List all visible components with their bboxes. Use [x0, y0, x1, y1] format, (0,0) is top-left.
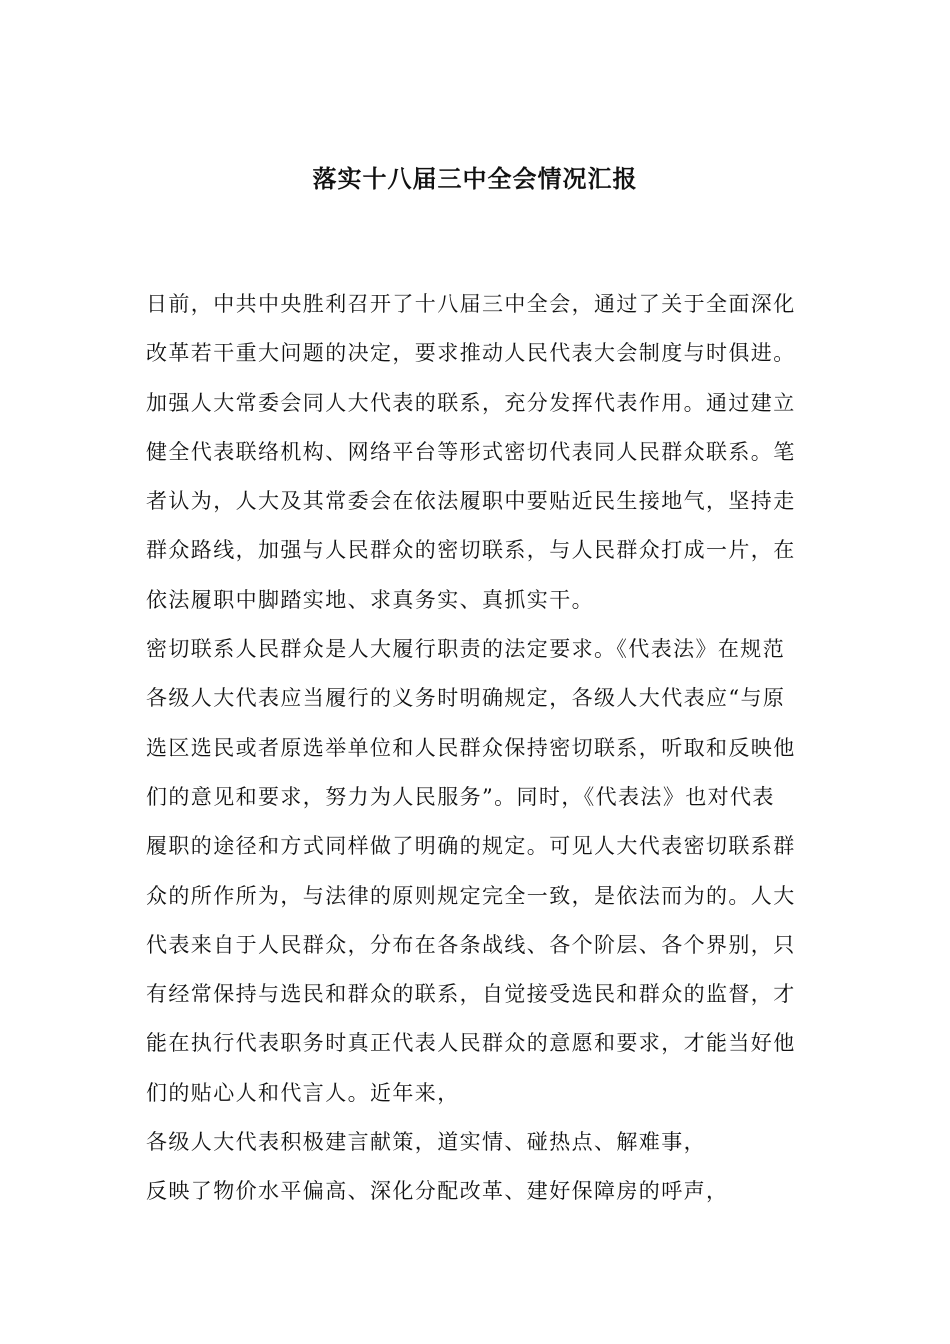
text-line: 各级人大代表积极建言献策，道实情、碰热点、解难事，: [146, 1130, 706, 1155]
text-line: 选区选民或者原选举单位和人民群众保持密切联系，听取和反映他: [146, 735, 796, 760]
text-line: 们的贴心人和代言人。近年来，: [146, 1080, 460, 1105]
text-line: 改革若干重大问题的决定，要求推动人民代表大会制度与时俱进。: [146, 341, 796, 366]
text-line: 群众路线，加强与人民群众的密切联系，与人民群众打成一片，在: [146, 538, 796, 563]
text-line: 日前，中共中央胜利召开了十八届三中全会，通过了关于全面深化: [146, 292, 796, 316]
document-body: [146, 280, 810, 1217]
text-line: 加强人大常委会同人大代表的联系，充分发挥代表作用。通过建立: [146, 390, 796, 415]
text-line: 能在执行代表职务时真正代表人民群众的意愿和要求，才能当好他: [146, 1031, 796, 1056]
text-line: 密切联系人民群众是人大履行职责的法定要求。《代表法》在规范: [146, 637, 786, 662]
text-line: 依法履职中脚踏实地、求真务实、真抓实干。: [146, 587, 594, 612]
document-title: 落实十八届三中全会情况汇报: [312, 164, 638, 193]
text-line: 履职的途径和方式同样做了明确的规定。可见人大代表密切联系群: [146, 834, 796, 859]
text-line: 者认为，人大及其常委会在依法履职中要贴近民生接地气，坚持走: [146, 489, 796, 514]
text-line: 反映了物价水平偏高、深化分配改革、建好保障房的呼声，: [146, 1179, 729, 1204]
text-line: 各级人大代表应当履行的义务时明确规定，各级人大代表应“与原: [146, 686, 786, 711]
text-line: 众的所作所为，与法律的原则规定完全一致，是依法而为的。人大: [146, 883, 796, 908]
text-line: 健全代表联络机构、网络平台等形式密切代表同人民群众联系。笔: [146, 439, 796, 464]
text-line: 代表来自于人民群众，分布在各条战线、各个阶层、各个界别，只: [146, 932, 796, 957]
text-line: 有经常保持与选民和群众的联系，自觉接受选民和群众的监督，才: [146, 982, 796, 1007]
text-line: 们的意见和要求，努力为人民服务”。同时，《代表法》也对代表: [146, 784, 775, 809]
